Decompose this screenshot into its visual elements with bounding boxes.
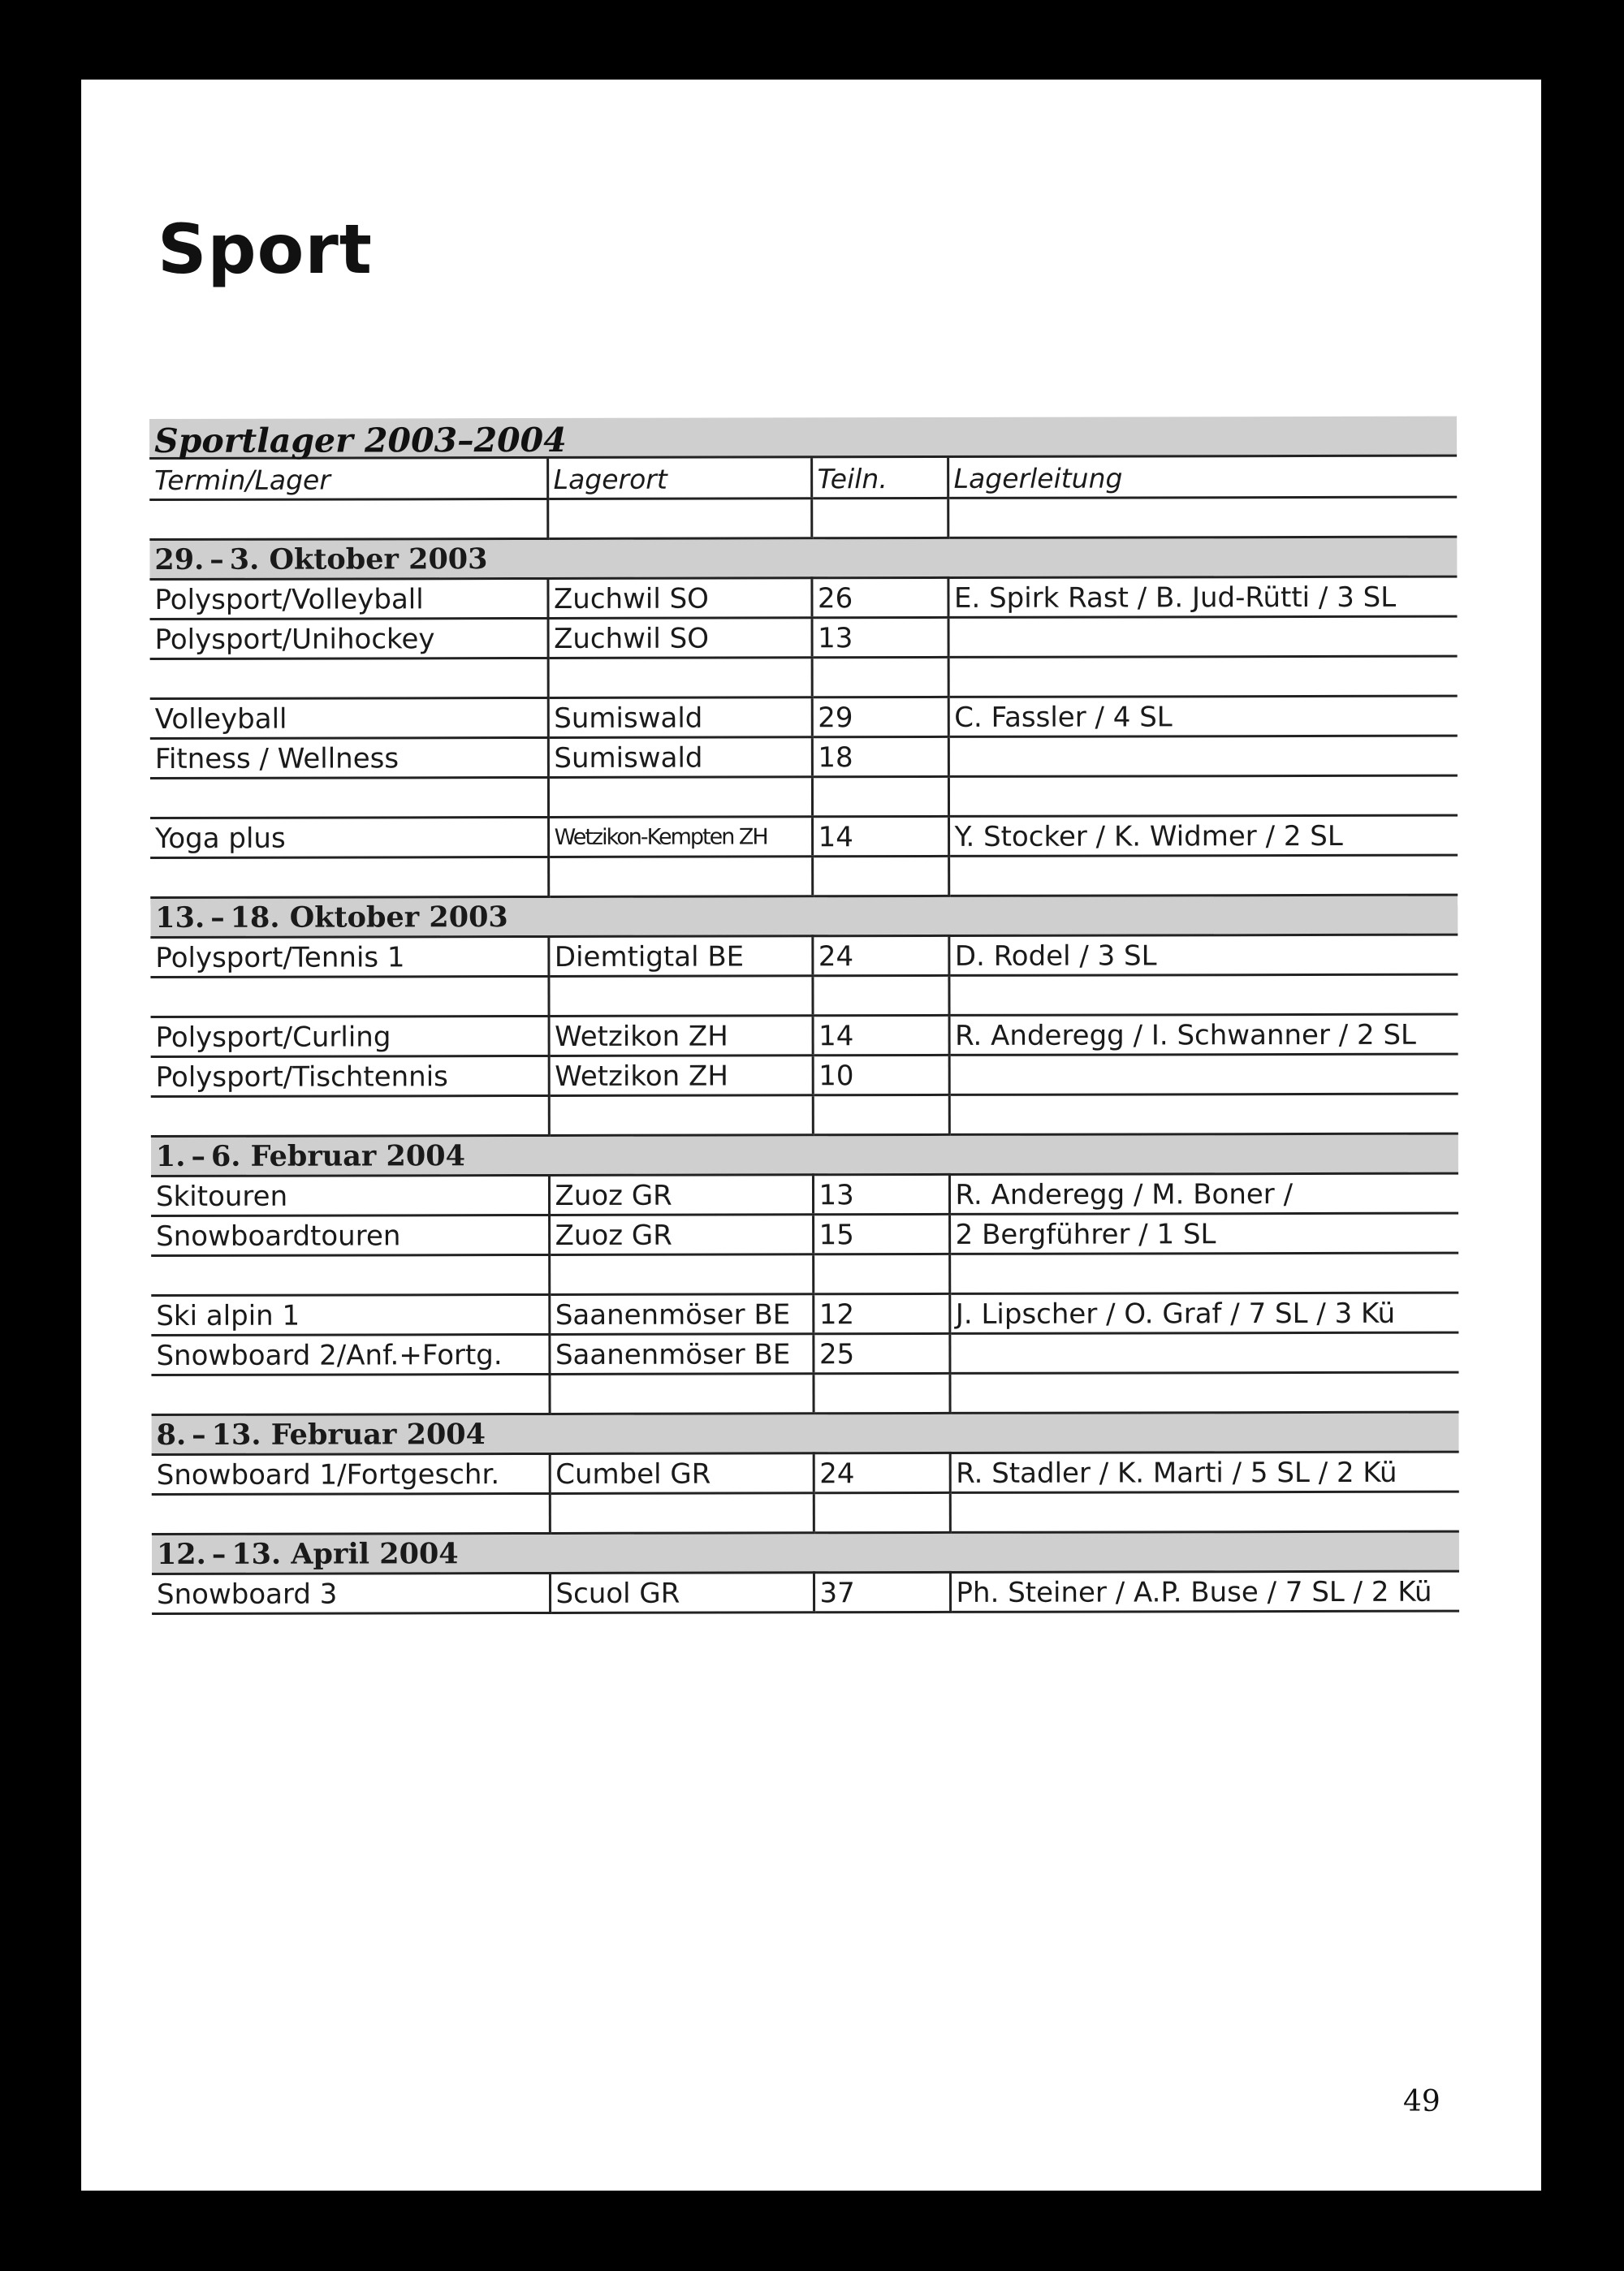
cell-teilnehmer: [813, 1373, 949, 1413]
page-title: Sport: [158, 209, 373, 289]
cell-lagerleitung: Y. Stocker / K. Widmer / 2 SL: [948, 815, 1458, 856]
cell-lagerort: [549, 1094, 813, 1135]
cell-lagerleitung: [949, 1054, 1458, 1094]
cell-termin-lager: Polysport/Unihockey: [150, 618, 548, 658]
cell-lagerort: Zuchwil SO: [547, 577, 811, 618]
cell-lagerort: [548, 776, 812, 817]
cell-lagerort: Wetzikon-Kempten ZH: [548, 816, 812, 857]
table-row: [151, 1372, 1458, 1414]
cell-teilnehmer: [812, 657, 948, 697]
cell-lagerort: Sumiswald: [548, 736, 812, 777]
cell-termin-lager: [151, 1374, 549, 1414]
table-body: [149, 457, 1459, 1613]
cell-termin-lager: Yoga plus: [150, 817, 548, 857]
cell-termin-lager: Snowboard 3: [152, 1573, 550, 1613]
table-row: [151, 1213, 1458, 1255]
table-caption: Sportlager 2003–2004: [149, 417, 1457, 460]
cell-lagerleitung: [948, 974, 1458, 1015]
cell-termin-lager: [151, 1254, 549, 1295]
cell-termin-lager: [152, 1493, 550, 1534]
cell-teilnehmer: 10: [813, 1055, 949, 1094]
table-row: [152, 1571, 1459, 1613]
cell-termin-lager: [150, 658, 548, 698]
table-row: [150, 696, 1458, 738]
table-row: [150, 935, 1458, 977]
header-lagerort: Lagerort: [547, 458, 811, 499]
cell-teilnehmer: 24: [814, 1453, 950, 1492]
header-lagerleitung: Lagerleitung: [948, 457, 1457, 498]
table-row: [151, 1014, 1458, 1056]
cell-lagerleitung: R. Stadler / K. Marti / 5 SL / 2 Kü: [950, 1452, 1459, 1492]
cell-lagerort: Zuchwil SO: [548, 617, 812, 658]
cell-lagerort: Diemtigtal BE: [548, 935, 812, 976]
cell-lagerort: [548, 657, 812, 697]
section-date: 29. – 3. Oktober 2003: [149, 537, 1457, 579]
table-row: [150, 656, 1458, 698]
header-teilnehmer: Teiln.: [811, 458, 948, 498]
cell-lagerleitung: [949, 1094, 1458, 1134]
table-cell: [811, 498, 948, 538]
cell-lagerort: [548, 856, 812, 896]
cell-lagerleitung: 2 Bergführer / 1 SL: [949, 1213, 1458, 1254]
cell-teilnehmer: 14: [813, 1015, 949, 1055]
cell-termin-lager: Ski alpin 1: [151, 1294, 549, 1335]
cell-termin-lager: Snowboard 1/Fortgeschr.: [152, 1453, 550, 1494]
cell-teilnehmer: [814, 1492, 950, 1532]
cell-teilnehmer: 18: [812, 736, 948, 776]
cell-lagerort: Zuoz GR: [549, 1174, 813, 1215]
table-row: [150, 855, 1458, 897]
table-row: [151, 1293, 1458, 1335]
cell-lagerleitung: D. Rodel / 3 SL: [948, 935, 1458, 975]
cell-teilnehmer: 26: [811, 577, 948, 617]
table-row: [151, 1332, 1458, 1375]
table-row: [150, 616, 1458, 658]
cell-lagerleitung: J. Lipscher / O. Graf / 7 SL / 3 Kü: [949, 1293, 1458, 1333]
cell-termin-lager: [150, 777, 548, 818]
cell-termin-lager: Snowboardtouren: [151, 1215, 549, 1255]
table-row: [152, 1452, 1459, 1494]
cell-lagerleitung: E. Spirk Rast / B. Jud-Rütti / 3 SL: [948, 576, 1457, 617]
cell-lagerleitung: Ph. Steiner / A.P. Buse / 7 SL / 2 Kü: [950, 1571, 1459, 1612]
cell-lagerort: Sumiswald: [548, 697, 812, 737]
cell-lagerort: Scuol GR: [550, 1572, 814, 1613]
cell-teilnehmer: [812, 856, 948, 896]
cell-lagerleitung: [948, 855, 1458, 896]
page-number: 49: [1403, 2085, 1440, 2118]
cell-lagerort: [549, 1373, 813, 1414]
cell-lagerleitung: [949, 1372, 1458, 1413]
cell-termin-lager: Volleyball: [150, 697, 548, 738]
table-row: [151, 1094, 1458, 1136]
section-date-row: [149, 537, 1457, 579]
cell-termin-lager: Snowboard 2/Anf.+Fortg.: [151, 1334, 549, 1375]
cell-lagerort: [548, 975, 812, 1016]
table-row: [151, 1173, 1458, 1215]
table-row: [152, 1492, 1459, 1534]
table-row: [150, 775, 1458, 818]
cell-lagerleitung: C. Fassler / 4 SL: [948, 696, 1458, 736]
cell-teilnehmer: [813, 1094, 949, 1134]
cell-teilnehmer: [813, 1254, 949, 1293]
sportlager-table: [149, 457, 1459, 1615]
cell-termin-lager: Polysport/Tennis 1: [150, 936, 548, 977]
table-row: [151, 1253, 1458, 1295]
cell-teilnehmer: 24: [812, 935, 948, 975]
section-date: 13. – 18. Oktober 2003: [150, 895, 1458, 937]
cell-termin-lager: Polysport/Volleyball: [149, 578, 547, 619]
cell-teilnehmer: 12: [813, 1293, 949, 1333]
cell-teilnehmer: 25: [813, 1333, 949, 1373]
cell-teilnehmer: 37: [814, 1572, 950, 1612]
table-cell: [547, 498, 811, 538]
section-date-row: [151, 1133, 1458, 1176]
cell-lagerleitung: [950, 1492, 1459, 1532]
cell-lagerort: Cumbel GR: [550, 1453, 814, 1493]
cell-termin-lager: [150, 857, 548, 897]
table-row: [151, 1054, 1458, 1096]
table-row: [150, 736, 1458, 778]
section-date-row: [152, 1531, 1459, 1574]
cell-lagerleitung: R. Anderegg / M. Boner /: [949, 1173, 1458, 1214]
cell-lagerort: Saanenmöser BE: [549, 1293, 813, 1334]
cell-termin-lager: [150, 976, 548, 1017]
table-cell: [948, 497, 1457, 538]
cell-lagerleitung: [949, 1332, 1458, 1373]
cell-teilnehmer: [812, 975, 948, 1015]
section-date: 12. – 13. April 2004: [152, 1531, 1459, 1574]
cell-lagerleitung: R. Anderegg / I. Schwanner / 2 SL: [949, 1014, 1458, 1055]
header-termin-lager: Termin/Lager: [149, 459, 547, 499]
cell-lagerleitung: [948, 656, 1458, 697]
cell-teilnehmer: 13: [813, 1174, 949, 1214]
cell-termin-lager: Skitouren: [151, 1175, 549, 1215]
section-date: 8. – 13. Februar 2004: [152, 1412, 1459, 1454]
cell-lagerort: [550, 1492, 814, 1533]
cell-termin-lager: [151, 1095, 549, 1136]
table-row: [150, 815, 1458, 857]
section-date: 1. – 6. Februar 2004: [151, 1133, 1458, 1176]
cell-lagerort: Wetzikon ZH: [549, 1055, 813, 1095]
cell-teilnehmer: [812, 776, 948, 816]
cell-lagerleitung: [948, 736, 1458, 776]
table-header-row: [149, 457, 1457, 499]
cell-lagerleitung: [949, 1253, 1458, 1293]
cell-teilnehmer: 14: [812, 816, 948, 856]
cell-termin-lager: Polysport/Curling: [151, 1016, 549, 1056]
section-date-row: [150, 895, 1458, 937]
cell-lagerort: Wetzikon ZH: [549, 1015, 813, 1056]
cell-termin-lager: Fitness / Wellness: [150, 737, 548, 778]
sportlager-table-block: [149, 417, 1459, 1615]
cell-teilnehmer: 13: [812, 617, 948, 657]
cell-teilnehmer: 29: [812, 697, 948, 736]
section-date-row: [152, 1412, 1459, 1454]
cell-lagerleitung: [948, 616, 1458, 657]
cell-lagerort: Saanenmöser BE: [549, 1333, 813, 1374]
table-row: [150, 974, 1458, 1017]
cell-termin-lager: Polysport/Tischtennis: [151, 1056, 549, 1096]
cell-lagerort: Zuoz GR: [549, 1214, 813, 1254]
cell-teilnehmer: 15: [813, 1214, 949, 1254]
document-page: [81, 80, 1541, 2191]
table-cell: [149, 499, 547, 539]
table-row: [149, 576, 1457, 619]
cell-lagerleitung: [948, 775, 1458, 816]
spacer-row: [149, 497, 1457, 539]
cell-lagerort: [549, 1254, 813, 1294]
